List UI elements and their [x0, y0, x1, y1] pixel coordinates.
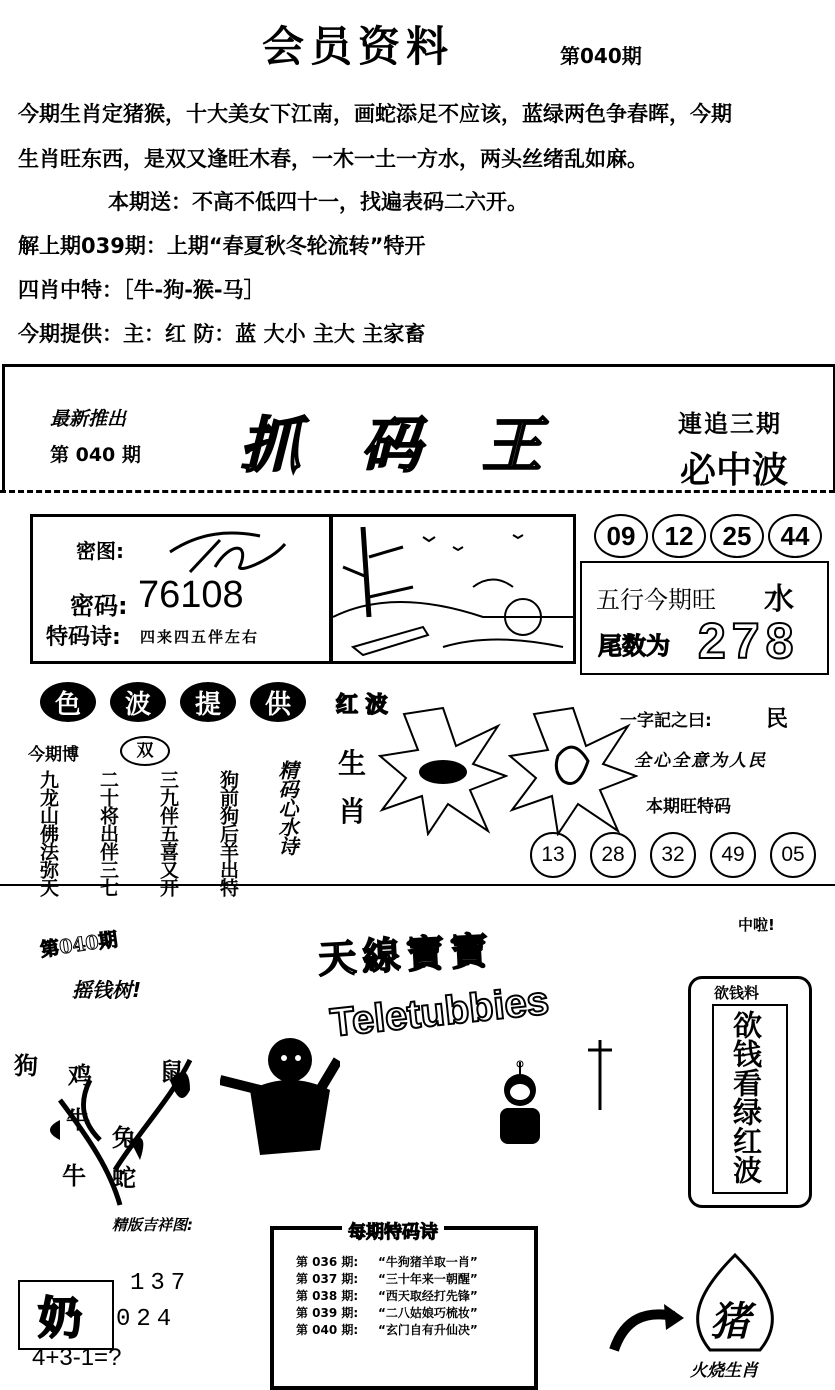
puzzle-numbers-1: 137: [130, 1270, 192, 1297]
scroll-top-label: 欲钱料: [714, 984, 760, 1002]
poem-list-issue: 第 039 期:: [296, 1306, 359, 1320]
poem-list-issue: 第 036 期:: [296, 1255, 359, 1269]
poem-list-row: [296, 1270, 478, 1287]
arrow-icon: [604, 1300, 684, 1360]
signature-scribble: [160, 522, 290, 582]
wuxing-label: 五行今期旺: [596, 586, 716, 614]
secret-map-label: 密图:: [76, 539, 124, 563]
poem-list-issue: 第 040 期:: [296, 1323, 359, 1337]
poem-list-issue: 第 037 期:: [296, 1272, 359, 1286]
hot-number-label: 本期旺特码: [646, 797, 731, 817]
intro-line-3: 本期送：不高不低四十一，找遍表码二六开。: [108, 190, 528, 214]
color-tab: 波: [110, 682, 166, 722]
teletubby-figure-icon: [220, 1030, 340, 1160]
bottom-issue: 第040期: [39, 928, 120, 962]
color-tab: 色: [40, 682, 96, 722]
zhongla-label: 中啦!: [738, 916, 775, 934]
issue-number: 第040期: [560, 44, 642, 68]
secret-code-label: 密码:: [70, 592, 128, 620]
hot-number-ball: 49: [710, 832, 756, 878]
top-number-ball: 44: [768, 514, 822, 558]
tv-title: 天線寶寶: [317, 927, 496, 982]
poem-list-row: [296, 1321, 478, 1338]
zodiac-tree-label: 鼠: [160, 1058, 184, 1086]
banner-left-top: 最新推出: [50, 408, 127, 430]
intro-line-2: 生肖旺东西，是双又逢旺木春，一木一土一方水，两头丝绪乱如麻。: [18, 147, 648, 171]
poem-list-row: [296, 1287, 478, 1304]
zodiac-label-1: 生: [338, 747, 367, 780]
top-number-ball: 09: [594, 514, 648, 558]
top-number-ball: 12: [652, 514, 706, 558]
bet-value: 双: [120, 736, 170, 766]
secret-poem-value: 四来四五伴左右: [140, 628, 260, 646]
secret-code-value: 76108: [138, 574, 244, 616]
poem-list-row: [296, 1253, 478, 1270]
secret-poem-label: 特码诗:: [46, 625, 121, 650]
grandma-char: 奶: [38, 1293, 82, 1344]
landscape-picture: [330, 514, 576, 664]
tail-value: 278: [698, 613, 800, 669]
teletubby-small-icon: [490, 1060, 550, 1150]
banner-center-title: 抓 码 王: [240, 411, 562, 481]
poem-list-text: “牛狗猪羊取一肖”: [378, 1255, 478, 1269]
side-vertical-title: 精码心水诗: [275, 760, 299, 855]
starburst-dragon-icon: [508, 706, 638, 836]
poem-list-issue: 第 038 期:: [296, 1289, 359, 1303]
banner-right-top: 連追三期: [678, 410, 782, 438]
intro-line-6: 今期提供：主：红 防：蓝 大小 主大 主家畜: [18, 322, 426, 346]
puzzle-formula: 4+3-1=?: [32, 1344, 122, 1371]
poem-list-row: [296, 1304, 478, 1321]
color-tab: 提: [180, 682, 236, 722]
intro-line-5: 四肖中特：［牛-狗-猴-马］: [18, 278, 265, 302]
tv-logo: Teletubbies: [328, 978, 551, 1046]
intro-line-4: 解上期039期：上期“春夏秋冬轮流转”特开: [18, 234, 426, 258]
wuxing-value: 水: [764, 582, 794, 617]
poem-column: 狗前狗后羊出特: [217, 770, 239, 896]
zodiac-top-label: 红 波: [336, 693, 388, 718]
banner-left-bottom: 第 040 期: [50, 444, 141, 466]
hot-number-ball: 05: [770, 832, 816, 878]
zodiac-tree-label: 狗: [14, 1052, 38, 1080]
hot-number-ball: 28: [590, 832, 636, 878]
poem-list-text: “玄门自有升仙决”: [378, 1323, 478, 1337]
fortune-label: 精版吉祥图:: [112, 1216, 193, 1234]
puzzle-numbers-2: 024: [116, 1306, 178, 1333]
poem-list-title: 每期特码诗: [342, 1218, 444, 1244]
poem-column: 二十将出伴三七: [97, 770, 119, 896]
flower-icon: [580, 1030, 620, 1110]
banner-right-bottom: 必中波: [680, 450, 789, 491]
zodiac-tree-label: 牛: [62, 1162, 86, 1190]
pig-caption: 火烧生肖: [690, 1361, 758, 1381]
one-char-phrase: 全心全意为人民: [634, 751, 767, 771]
starburst-tiger-icon: [378, 706, 508, 836]
poem-column: 三九伴五喜又开: [157, 770, 179, 896]
intro-line-1: 今期生肖定猪猴，十大美女下江南，画蛇添足不应该，蓝绿两色争春晖，今期: [18, 102, 732, 126]
one-char-value: 民: [766, 707, 789, 732]
bet-label: 今期博: [28, 745, 79, 765]
zodiac-label-2: 肖: [338, 795, 367, 828]
poem-list: [296, 1253, 478, 1338]
middle-bottom-divider: [0, 884, 835, 886]
scroll-text: 欲钱看绿红波: [729, 1010, 763, 1184]
top-number-ball: 25: [710, 514, 764, 558]
poem-list-text: “西天取经打先锋”: [378, 1289, 478, 1303]
money-tree-title: 摇钱树!: [72, 978, 142, 1002]
color-tab: 供: [250, 682, 306, 722]
pig-char: 猪: [710, 1299, 750, 1345]
poem-column: 九龙山佛法弥天: [37, 770, 59, 896]
zodiac-tree-label: 鸡: [68, 1062, 92, 1090]
tail-label: 尾数为: [598, 632, 670, 660]
zodiac-tree-label: 兔: [112, 1124, 136, 1152]
hot-number-ball: 32: [650, 832, 696, 878]
zodiac-tree-label: 牛: [66, 1106, 90, 1134]
landscape-icon: [333, 517, 573, 661]
poem-list-text: “三十年来一朝醒”: [378, 1272, 478, 1286]
page-title: 会员资料: [262, 22, 455, 71]
poem-list-text: “二八姑娘巧梳妆”: [378, 1306, 478, 1320]
one-char-label: 一字記之曰:: [620, 711, 712, 731]
hot-number-ball: 13: [530, 832, 576, 878]
zodiac-tree-label: 蛇: [112, 1164, 136, 1192]
